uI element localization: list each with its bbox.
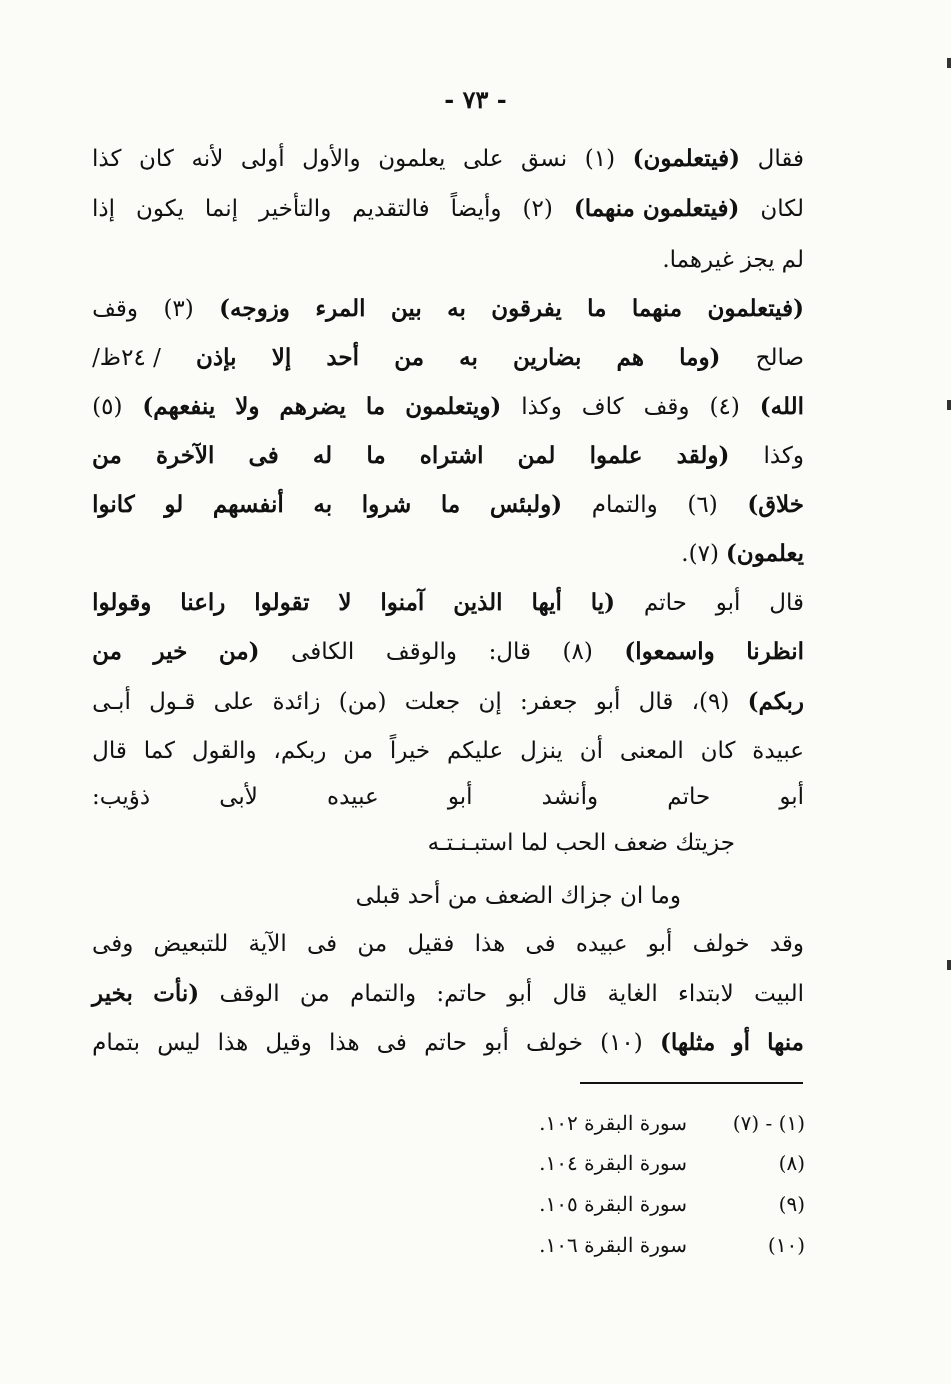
word: خولف [692,931,750,957]
text-line [92,286,804,332]
verse-line-1: جزيتك ضعف الحب لما استبـنـتـه [427,830,735,856]
quran-word: الله) [759,393,804,420]
word: (١٠) [600,1030,643,1056]
text-line [92,531,804,577]
word: للتبعيض [153,931,229,957]
word: عبيده [327,784,379,810]
quran-word: به [459,344,478,371]
quran-word: منهما [631,295,683,322]
quran-word: (فيتعلمون) [632,145,741,172]
word: وكذا [521,394,562,420]
word: ينزل [520,738,563,764]
text-line [92,237,804,283]
word: وقف [92,296,139,322]
word: فى [306,931,338,957]
text-line [92,433,804,479]
quran-word: أنفسهم [212,491,284,518]
word: أولى [240,146,285,172]
word: والأول [302,146,361,172]
word: زائدة [272,689,321,715]
text-line [92,921,804,967]
quran-word: اشتراه [419,442,484,469]
word: على [462,146,504,172]
word: حاتم [667,784,711,810]
word: وكذا [763,443,804,469]
footnote-text: سورة البقرة ١٠٥. [539,1192,687,1216]
quran-word: (يا [590,589,616,616]
word: أبو [484,1030,509,1056]
word: حاتم: [436,981,488,1007]
quran-word: يعلمون) [725,540,804,567]
word: وأيضاً [450,196,502,222]
word: الغاية [607,981,658,1007]
word: لأبى [219,784,258,810]
word: قال [769,590,804,616]
quran-word: هم [616,344,644,371]
word: (٧). [681,541,719,567]
text-line [92,971,804,1017]
word: بتمام [92,1030,141,1056]
text-line [92,728,804,774]
word: المعنى [619,738,684,764]
word: أبو [447,784,473,810]
quran-word: بين [390,295,422,322]
quran-word: (نأت [153,980,200,1007]
quran-word: مثلها) [659,1029,716,1056]
word: البيت [754,981,804,1007]
word: فى [376,1030,407,1056]
word: (٩)، [691,689,730,715]
quran-word: تقولوا [254,589,310,616]
word: هذا [329,1030,360,1056]
quran-word: (ولقد [676,442,730,469]
word: من [299,981,330,1007]
word: (٦) [687,492,718,518]
quran-word: به [313,491,333,518]
word: أبو [595,689,621,715]
quran-word: بإذن [196,344,237,371]
text-line [92,580,804,626]
word: (٣) [163,296,194,322]
word: حاتم [424,1030,468,1056]
word: كذا [92,146,122,172]
word: والتمام [350,981,417,1007]
word: قال: [488,639,532,665]
quran-word: خير [153,638,188,665]
word: وقد [769,931,804,957]
quran-word: ينفعهم) [142,393,216,420]
footnote [539,1187,805,1221]
word: أن [579,738,603,764]
word: أبـى [92,689,131,715]
word: أبو [715,590,741,616]
word: من [357,931,388,957]
quran-word: أو [732,1029,750,1056]
quran-word: من [394,344,425,371]
quran-word: ما [365,393,386,420]
quran-word: أيها [531,589,562,616]
word: قال [638,689,674,715]
footnote-number: (١٠) [767,1233,805,1257]
word: كان [700,738,736,764]
page-number: - ٧٣ - [444,85,507,114]
quran-word: وقولوا [92,589,152,616]
quran-word: منها [767,1029,804,1056]
word: إنما [204,196,239,222]
word: قال [92,738,127,764]
scan-edge-mark [947,58,951,68]
quran-word: (فيتعلمون [707,295,804,322]
quran-word: لا [338,589,352,616]
quran-word: الآخرة [155,442,215,469]
quran-word: آمنوا [380,589,425,616]
word: الوقف [219,981,280,1007]
footnote [539,1106,805,1140]
word: كان [139,146,174,172]
text-line [92,482,804,528]
quran-word: لمن [517,442,556,469]
word: خولف [526,1030,583,1056]
word: أبو [507,981,533,1007]
footnote-number: (٨) [778,1151,805,1175]
word: لم [781,247,804,273]
word: ربكم، [273,738,327,764]
quran-word: أحد [326,344,360,371]
word: يجز [740,247,775,273]
word: وأنشد [541,784,599,810]
quran-word: له [312,442,333,469]
word: من [343,738,374,764]
quran-word: ما [587,295,607,322]
footnote-text: سورة البقرة ١٠٤. [539,1151,687,1175]
quran-word: بخير [92,980,133,1007]
footnote-text: سورة البقرة ١٠٦. [539,1233,687,1257]
quran-word: (وما [679,344,721,371]
word: الكافى [291,639,355,665]
word: جعلت [404,689,461,715]
quran-word: ربكم) [747,688,804,715]
quran-word: شروا [361,491,412,518]
verse-line-2: وما ان جزاك الضعف من أحد قبلى [355,883,681,909]
word: والتمام [591,492,658,518]
quran-word: (ولبئس [489,491,563,518]
word: حاتم [643,590,687,616]
quran-word: به [447,295,466,322]
word: (٢) [522,196,553,222]
word: قال [552,981,588,1007]
quran-word: من [92,638,122,665]
quran-word: راعنا [180,589,226,616]
word: يعلمون [378,146,446,172]
word: أبو [647,931,673,957]
text-line [92,679,804,725]
quran-word: يضرهم [279,393,346,420]
word: صالح [755,345,804,371]
quran-word: من [92,442,122,469]
word: قـول [149,689,196,715]
text-line [92,629,804,675]
word: (٥) [92,394,123,420]
word: كاف [581,394,624,420]
quran-word: بضارين [513,344,582,371]
word: وقف [643,394,690,420]
word: / ٢٤ظ/ [92,345,161,371]
word: يكون [136,196,184,222]
quran-word: ولا [235,393,260,420]
word: عبيدة [752,738,804,764]
text-line [92,774,804,820]
text-line [92,384,804,430]
text-line [92,136,804,182]
word: لابتداء [678,981,734,1007]
word: ليس [157,1030,201,1056]
word: فالتقديم [352,196,430,222]
scan-edge-mark [947,400,951,410]
word: هذا [474,931,506,957]
word: الآية [248,931,287,957]
footnote-number: (١) - (٧) [732,1111,805,1135]
footnote-separator [580,1082,803,1084]
quran-word: واسمعوا) [624,638,715,665]
text-line [92,335,804,381]
word: إن [478,689,502,715]
quran-word: خلاق) [747,491,804,518]
quran-word: (من [218,638,260,665]
quran-word: فى [248,442,279,469]
footnote [539,1146,805,1180]
word: والقول [191,738,257,764]
quran-word: يفرقون [491,295,562,322]
word: لكان [760,196,804,222]
quran-word: كانوا [92,491,135,518]
word: فى [525,931,556,957]
word: غيرهما. [662,247,734,273]
word: على [213,689,255,715]
word: ذؤيب: [92,784,151,810]
word: لأنه [191,146,224,172]
word: (٨) [562,639,593,665]
quran-word: الذين [453,589,503,616]
quran-word: (ويتعلمون [405,393,502,420]
quran-word: ما [366,442,386,469]
text-line [92,1020,804,1066]
scan-edge-mark [947,960,951,970]
word: عبيده [575,931,628,957]
word: هذا [217,1030,249,1056]
word: كما [143,738,175,764]
text-line [92,186,804,232]
quran-word: (فيتعلمون منهما) [573,195,740,222]
word: أبو [779,784,804,810]
word: خيراً [389,738,431,764]
quran-word: ما [440,491,461,518]
quran-word: علموا [589,442,643,469]
word: فقيل [407,931,455,957]
word: وفى [92,931,134,957]
quran-word: انظرنا [746,638,804,665]
word: عليكم [446,738,504,764]
word: نسق [521,146,568,172]
footnote [539,1228,805,1262]
word: إذا [92,196,116,222]
word: وقيل [265,1030,312,1056]
footnote-text: سورة البقرة ١٠٢. [539,1111,687,1135]
word: والوقف [385,639,458,665]
word: والتأخير [259,196,332,222]
quran-word: وزوجه) [219,295,290,322]
word: جعفر: [520,689,578,715]
word: (من) [338,689,387,715]
quran-word: إلا [271,344,292,371]
word: (١) [584,146,616,172]
word: (٤) [709,394,740,420]
word: فقال [757,146,804,172]
footnote-number: (٩) [778,1192,805,1216]
quran-word: لو [164,491,184,518]
quran-word: المرء [315,295,366,322]
